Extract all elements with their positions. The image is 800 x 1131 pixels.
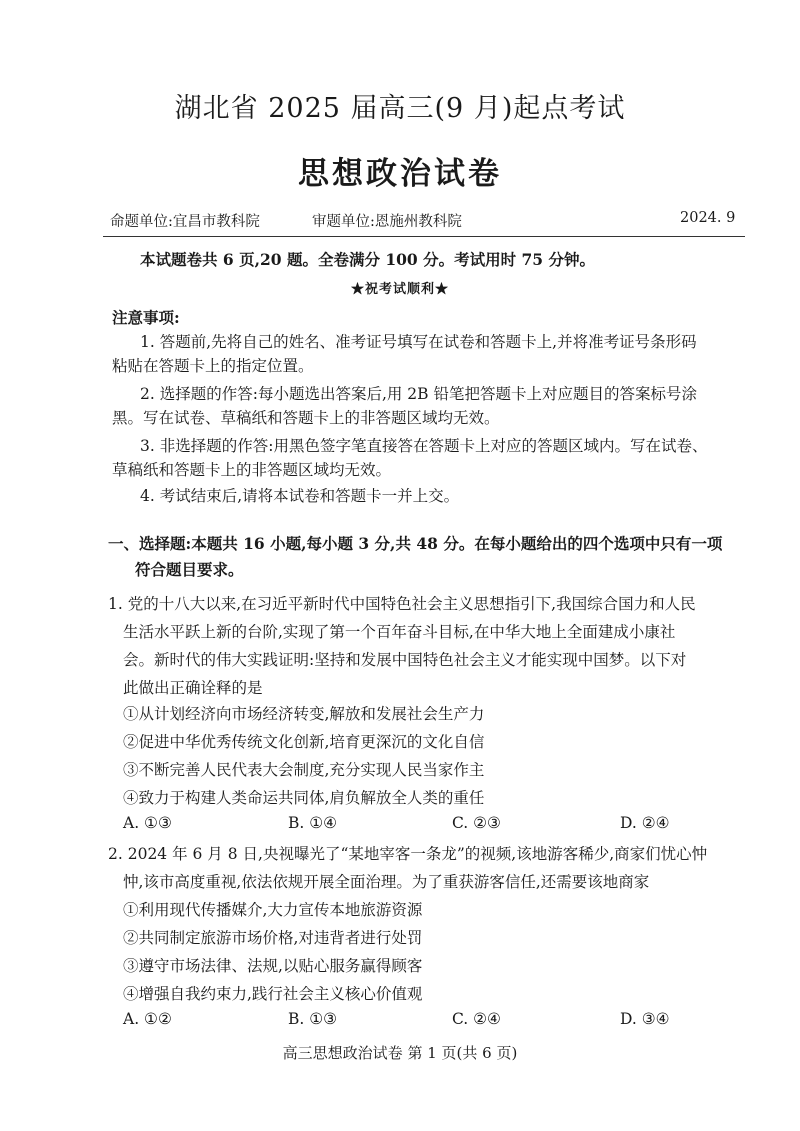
q1-item-2: ②促进中华优秀传统文化创新,培育更深沉的文化自信	[123, 733, 485, 751]
section1-heading: 一、选择题:本题共 16 小题,每小题 3 分,共 48 分。在每小题给出的四个选项中只有一项	[108, 534, 723, 553]
review-unit: 审题单位:恩施州教科院	[312, 214, 462, 230]
exam-date: 2024. 9	[680, 210, 736, 226]
q1-option-c: C. ②③	[452, 814, 501, 832]
note-item-2-line2: 黑。写在试卷、草稿纸和答题卡上的非答题区域均无效。	[112, 409, 500, 427]
note-item-3-line1: 3. 非选择题的作答:用黑色签字笔直接答在答题卡上对应的答题区域内。写在试卷、	[140, 437, 708, 455]
q2-stem-line1: 2. 2024 年 6 月 8 日,央视曝光了“某地宰客一条龙”的视频,该地游客稀少,商家们忧心忡	[108, 845, 708, 863]
q1-item-4: ④致力于构建人类命运共同体,肩负解放全人类的重任	[123, 789, 485, 807]
q2-item-3: ③遵守市场法律、法规,以贴心服务赢得顾客	[123, 957, 423, 975]
q1-option-b: B. ①④	[288, 814, 338, 832]
note-item-2-line1: 2. 选择题的作答:每小题选出答案后,用 2B 铅笔把答题卡上对应题目的答案标号涂	[140, 385, 697, 403]
q1-option-a: A. ①③	[123, 814, 172, 832]
notes-heading: 注意事项:	[112, 308, 180, 327]
q1-stem-line4: 此做出正确诠释的是	[123, 679, 263, 697]
q1-item-1: ①从计划经济向市场经济转变,解放和发展社会生产力	[123, 705, 485, 723]
exam-summary: 本试题卷共 6 页,20 题。全卷满分 100 分。考试用时 75 分钟。	[140, 250, 595, 269]
q2-option-b: B. ①③	[288, 1010, 338, 1028]
q2-option-d: D. ③④	[620, 1010, 670, 1028]
q1-stem-line2: 生活水平跃上新的台阶,实现了第一个百年奋斗目标,在中华大地上全面建成小康社	[123, 623, 676, 641]
q2-item-2: ②共同制定旅游市场价格,对违背者进行处罚	[123, 929, 423, 947]
note-item-1-line2: 粘贴在答题卡上的指定位置。	[112, 357, 314, 375]
note-item-4-line1: 4. 考试结束后,请将本试卷和答题卡一并上交。	[140, 487, 460, 505]
author-unit: 命题单位:宜昌市教科院	[110, 214, 260, 230]
q2-stem-line2: 忡,该市高度重视,依法依规开展全面治理。为了重获游客信任,还需要该地商家	[123, 873, 650, 891]
exam-title: 湖北省 2025 届高三(9 月)起点考试	[174, 93, 626, 124]
note-item-1-line1: 1. 答题前,先将自己的姓名、准考证号填写在试卷和答题卡上,并将准考证号条形码	[140, 333, 697, 351]
subject-title: 思想政治试卷	[298, 156, 502, 192]
q1-item-3: ③不断完善人民代表大会制度,充分实现人民当家作主	[123, 761, 485, 779]
q1-stem-line3: 会。新时代的伟大实践证明:坚持和发展中国特色社会主义才能实现中国梦。以下对	[123, 651, 687, 669]
q2-option-a: A. ①②	[123, 1010, 172, 1028]
q1-option-d: D. ②④	[620, 814, 670, 832]
page-footer: 高三思想政治试卷 第 1 页(共 6 页)	[282, 1044, 518, 1062]
q2-item-4: ④增强自我约束力,践行社会主义核心价值观	[123, 985, 423, 1003]
q2-option-c: C. ②④	[452, 1010, 501, 1028]
section1-heading-cont: 符合题目要求。	[135, 560, 244, 579]
header-divider	[103, 236, 745, 237]
q2-item-1: ①利用现代传播媒介,大力宣传本地旅游资源	[123, 901, 423, 919]
note-item-3-line2: 草稿纸和答题卡上的非答题区域均无效。	[112, 461, 392, 479]
blessing-line: ★祝考试顺利★	[350, 282, 449, 297]
q1-stem-line1: 1. 党的十八大以来,在习近平新时代中国特色社会主义思想指引下,我国综合国力和人民	[108, 595, 696, 613]
